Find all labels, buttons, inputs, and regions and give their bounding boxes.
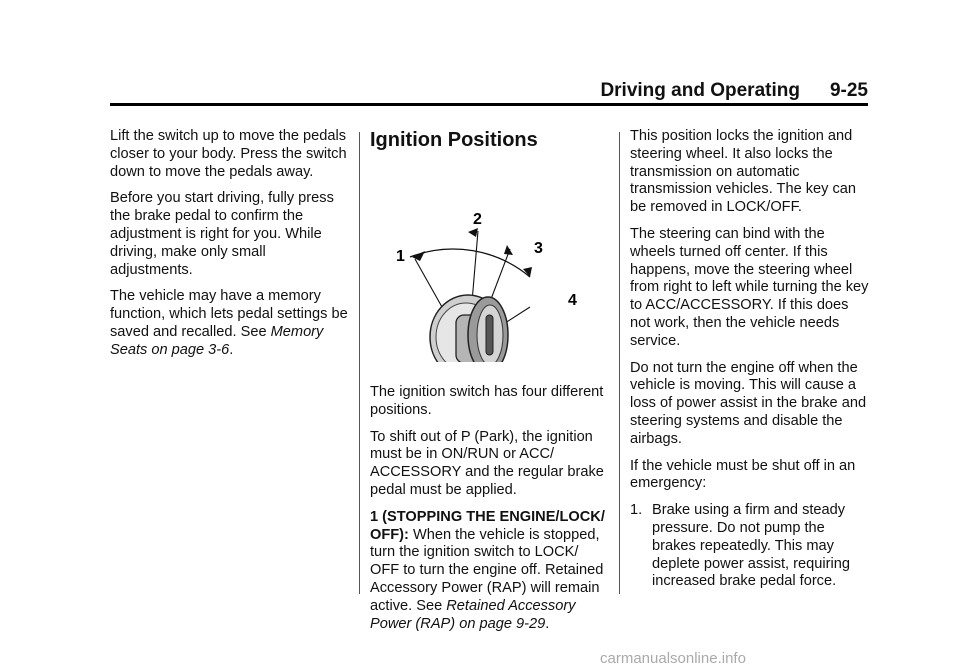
paragraph: The steering can bind with the wheels turned off center. If this happens, move the steering wheel from right to left while turning the key to ACC/ACCESSORY. If this does not work, then the vehicle needs service.: [630, 225, 869, 349]
position-arc: [410, 249, 530, 277]
paragraph: Before you start driving, fully press the brake pedal to confirm the adjustment is right for you. While driving, make only small adjustments.: [110, 190, 334, 278]
column-3: [630, 128, 870, 591]
list-number: 1.: [630, 502, 643, 519]
leader-line-1: [415, 259, 442, 307]
section-heading: Ignition Positions: [370, 129, 538, 151]
paragraph-end: .: [229, 341, 234, 358]
ignition-positions-figure: [370, 157, 610, 362]
paragraph: [110, 288, 350, 359]
paragraph: This position locks the ignition and steering wheel. It also locks the transmission on automatic transmission vehicles. The key can be removed in LOCK/OFF.: [630, 128, 857, 216]
page-number: 9-25: [829, 80, 868, 101]
ignition-switch-diagram: [370, 157, 610, 362]
position-label: 1 (STOPPING THE ENGINE/LOCK/ OFF):: [370, 508, 605, 543]
arrow-head-2: [468, 228, 478, 237]
leader-line-2: [472, 231, 478, 302]
figure-label-4: 4: [568, 292, 577, 309]
column-1: [110, 128, 350, 369]
paragraph-text: The vehicle may have a memory function, which lets pedal settings be saved and recalled. See: [110, 288, 348, 340]
paragraph: Do not turn the engine off when the vehicle is moving. This will cause a loss of power assist in the brake and steering systems and disable the airbags.: [630, 359, 867, 447]
cross-reference-link[interactable]: Retained Accessory Power (RAP) on page 9-29: [370, 597, 576, 632]
paragraph: The ignition switch has four different positions.: [370, 384, 604, 418]
figure-label-2: 2: [473, 211, 482, 228]
cross-reference-link[interactable]: Memory Seats on page 3-6: [110, 323, 324, 358]
paragraph: Lift the switch up to move the pedals closer to your body. Press the switch down to move the pedals away.: [110, 128, 347, 180]
key-slot: [486, 315, 493, 355]
watermark: carmanualsonline.info: [600, 650, 746, 667]
paragraph-end: .: [545, 615, 550, 632]
paragraph: [370, 509, 610, 634]
list-text: Brake using a firm and steady pressure. Do not pump the brakes repeatedly. This may deplete power assist, requiring increased brake pedal force.: [652, 502, 850, 590]
figure-label-1: 1: [396, 248, 405, 265]
column-divider-1: [359, 132, 360, 594]
column-divider-2: [619, 132, 620, 594]
section-title-header: Driving and Operating: [600, 80, 800, 101]
column-2: [370, 128, 610, 642]
paragraph: To shift out of P (Park), the ignition must be in ON/RUN or ACC/ ACCESSORY and the regular brake pedal must be applied.: [370, 428, 604, 498]
list-item: [630, 502, 870, 591]
figure-label-3: 3: [534, 240, 543, 257]
header-rule: [110, 103, 868, 106]
paragraph-text: When the vehicle is stopped, turn the ignition switch to LOCK/ OFF to turn the engine off. Retained Accessory Power (RAP) will remain active. See: [370, 526, 604, 614]
paragraph: If the vehicle must be shut off in an emergency:: [630, 457, 856, 492]
